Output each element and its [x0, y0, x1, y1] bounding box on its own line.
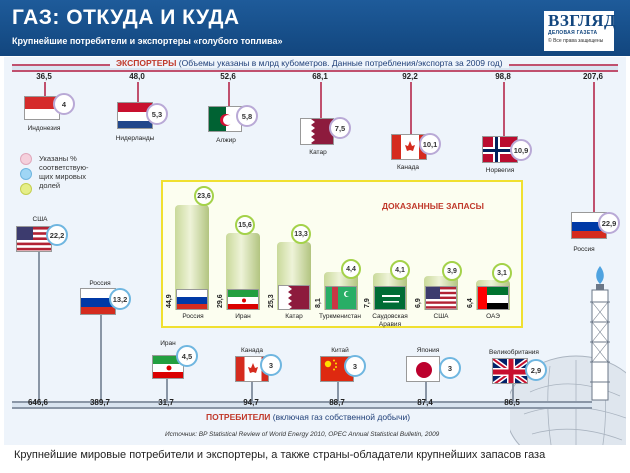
- consumer-share-badge: 3: [344, 355, 366, 377]
- exporter-share-badge: 7,5: [329, 117, 351, 139]
- reserve-value: 44,9: [166, 294, 173, 308]
- japan-flag-icon: [406, 356, 440, 382]
- exporter-name: Канада: [396, 164, 420, 171]
- reserve-value: 7,9: [364, 298, 371, 308]
- reserve-country: Иран: [235, 313, 251, 320]
- proven-reserves-title: ДОКАЗАННЫЕ ЗАПАСЫ: [382, 201, 484, 211]
- logo: ВЗГЛЯД: [548, 11, 617, 30]
- consumer-share-badge: 3: [260, 354, 282, 376]
- exporter-connector: [503, 82, 505, 136]
- exporter-share-badge: 5,3: [146, 103, 168, 125]
- exporter-share-badge: 22,9: [598, 212, 620, 234]
- exporter-name: Алжир: [216, 137, 236, 144]
- consumer-share-badge: 22,2: [46, 224, 68, 246]
- reserve-country: Саудовская Аравия: [372, 313, 408, 328]
- exporter-share-badge: 10,1: [419, 133, 441, 155]
- exporter-connector: [410, 82, 412, 134]
- saudi-arabia-flag-icon: [374, 286, 406, 310]
- exporters-section-label: ЭКСПОРТЕРЫ (Объемы указаны в млрд кубометров. Данные потребления/экспорта за 2009 год): [110, 58, 509, 68]
- exporter-connector: [228, 82, 230, 106]
- exporter-name: Индонезия: [27, 125, 61, 132]
- exporter-share-badge: 10,9: [510, 139, 532, 161]
- page-subtitle: Крупнейшие потребители и экспортеры «голубого топлива»: [12, 36, 283, 46]
- exporter-value: 36,5: [36, 72, 52, 81]
- consumer-name: Китай: [331, 347, 349, 354]
- logo-tagline: ДЕЛОВАЯ ГАЗЕТА: [548, 30, 598, 36]
- exporter-connector: [320, 82, 322, 118]
- consumer-value: 389,7: [89, 398, 111, 407]
- iran-flag-icon: [227, 289, 259, 310]
- consumer-name: Россия: [89, 280, 111, 287]
- consumer-value: 87,4: [417, 398, 433, 407]
- reserve-share-badge: 3,1: [492, 263, 512, 283]
- consumer-name: Канада: [240, 347, 264, 354]
- reserve-share-badge: 3,9: [442, 261, 462, 281]
- legend-text: Указаны % соответствую- щих мировых долей: [39, 154, 89, 190]
- consumer-value: 88,7: [329, 398, 345, 407]
- turkmenistan-flag-icon: [325, 286, 357, 310]
- uk-flag-icon: [492, 358, 528, 384]
- exporter-value: 207,6: [582, 72, 604, 81]
- exporter-share-badge: 4: [53, 93, 75, 115]
- consumer-name: США: [32, 216, 48, 223]
- exporter-value: 98,8: [495, 72, 511, 81]
- qatar-flag-icon: [278, 285, 310, 310]
- reserve-country: Россия: [182, 313, 204, 320]
- reserve-value: 8,1: [315, 298, 322, 308]
- consumer-share-badge: 4,5: [176, 345, 198, 367]
- exporter-name: Норвегия: [485, 167, 515, 174]
- reserve-share-badge: 4,1: [390, 260, 410, 280]
- consumer-name: Иран: [160, 340, 176, 347]
- consumer-value: 86,5: [504, 398, 520, 407]
- source-note: Источник: BP Statistical Review of World Energy 2010, OPEC Annual Statistical Bulletin, 2009: [165, 431, 440, 438]
- reserve-country: Катар: [285, 313, 303, 320]
- reserve-share-badge: 13,3: [291, 224, 311, 244]
- consumer-value: 94,7: [243, 398, 259, 407]
- page-title: ГАЗ: ОТКУДА И КУДА: [12, 6, 240, 29]
- reserve-share-badge: 4,4: [341, 259, 361, 279]
- exporter-share-badge: 5,8: [236, 105, 258, 127]
- legend-exporters-swatch: [20, 153, 32, 165]
- reserve-country: Туркменистан: [319, 313, 361, 320]
- exporter-name: Россия: [573, 246, 595, 253]
- exporter-name: Катар: [309, 149, 327, 156]
- reserve-value: 6,9: [415, 298, 422, 308]
- reserve-share-badge: 15,6: [235, 215, 255, 235]
- consumer-share-badge: 3: [439, 357, 461, 379]
- reserve-value: 25,3: [268, 294, 275, 308]
- consumer-value: 31,7: [158, 398, 174, 407]
- consumer-name: Великобритания: [489, 349, 539, 356]
- exporter-value: 92,2: [402, 72, 418, 81]
- exporter-connector: [137, 82, 139, 102]
- exporter-name: Нидерланды: [115, 135, 155, 142]
- image-caption: Крупнейшие мировые потребители и экспортеры, а также страны-обладатели крупнейших запасов газа: [14, 449, 546, 461]
- reserve-value: 29,6: [217, 294, 224, 308]
- consumer-share-badge: 2,9: [525, 359, 547, 381]
- exporter-value: 52,6: [220, 72, 236, 81]
- consumer-share-badge: 13,2: [109, 288, 131, 310]
- legend-consumers-swatch: [20, 168, 32, 180]
- exporter-value: 48,0: [129, 72, 145, 81]
- reserve-value: 6,4: [467, 298, 474, 308]
- exporter-value: 68,1: [312, 72, 328, 81]
- consumers-section-label: ПОТРЕБИТЕЛИ (включая газ собственной добычи): [200, 412, 416, 422]
- reserve-share-badge: 23,6: [194, 186, 214, 206]
- legend-reserves-swatch: [20, 183, 32, 195]
- exporter-connector: [44, 82, 46, 96]
- russia-flag-icon: [176, 289, 208, 310]
- reserve-country: США: [433, 313, 449, 320]
- usa-flag-icon: [425, 286, 457, 310]
- logo-rights: © Все права защищены: [548, 38, 604, 44]
- consumer-value: 646,6: [27, 398, 49, 407]
- consumer-connector: [100, 315, 102, 401]
- exporter-connector: [593, 82, 595, 212]
- consumer-connector: [38, 252, 40, 401]
- uae-flag-icon: [477, 286, 509, 310]
- reserve-country: ОАЭ: [486, 313, 500, 320]
- consumer-name: Япония: [416, 347, 440, 354]
